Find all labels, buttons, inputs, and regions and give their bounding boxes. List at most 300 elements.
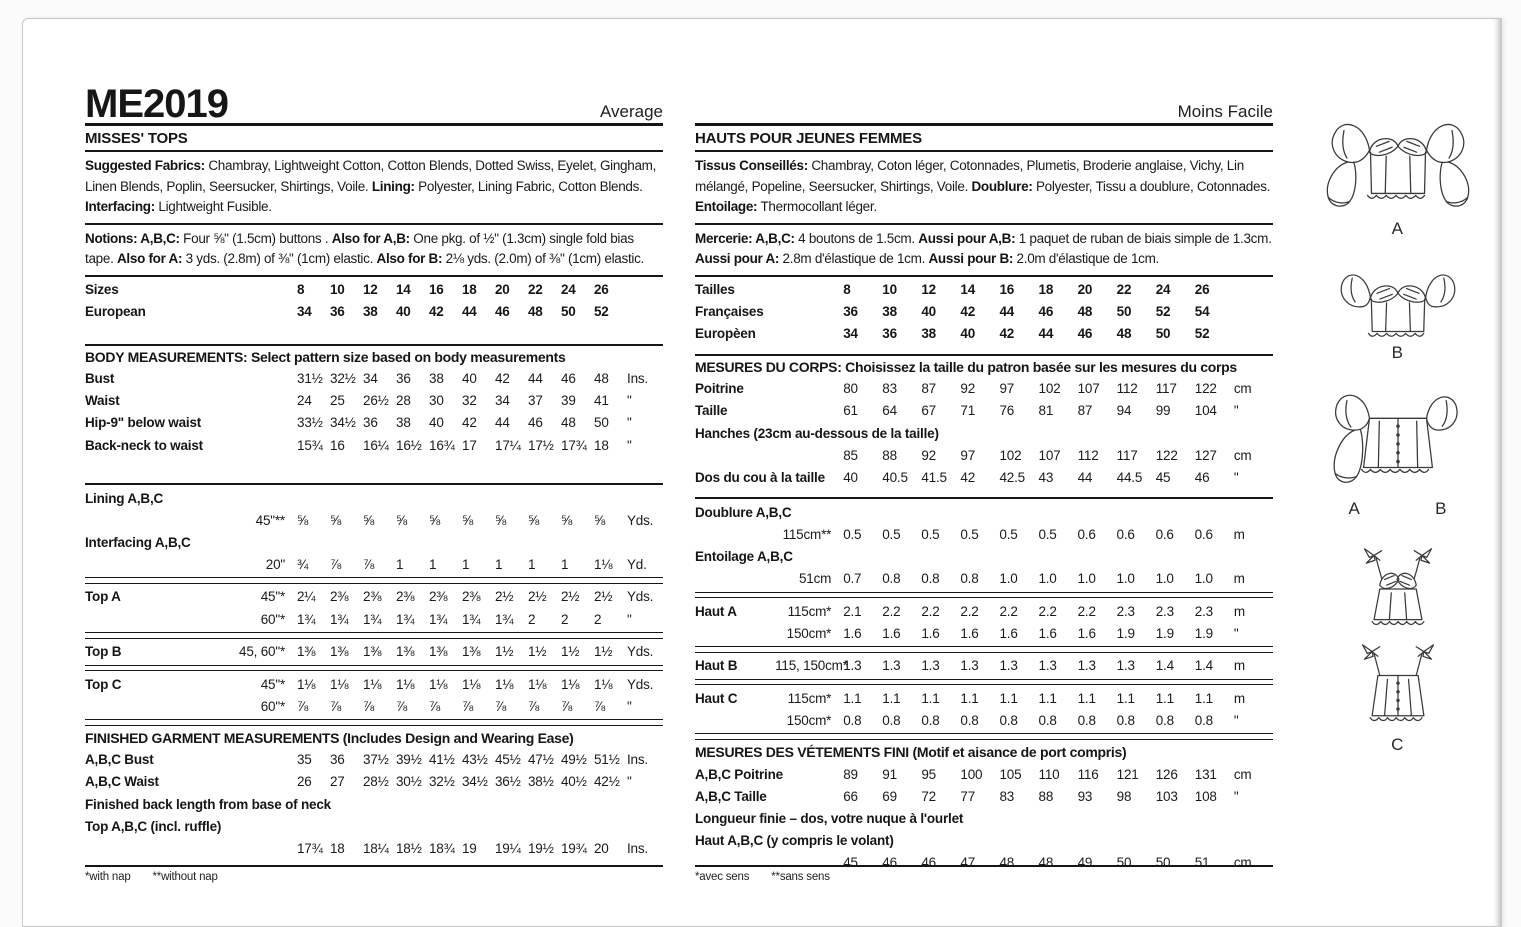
value-cell: 48 (999, 854, 1015, 870)
figure-top-c-front (1345, 543, 1451, 635)
value-cell: ⅞ (462, 698, 474, 714)
notions-paragraph-fr: Mercerie: A,B,C: 4 boutons de 1.5cm. Aussi pour A,B: 1 paquet de ruban de biais simple de 1.3cm. Aussi pour A: 2.8m d'élastique de 1cm. Aussi pour B: 2.0m d'élastique de 1cm. (695, 225, 1273, 277)
value-cell: ⅞ (363, 556, 375, 572)
fabric-width-cell: 150cm* (786, 625, 832, 641)
value-cell: ⅝ (528, 512, 540, 528)
value-cell: 1.3 (882, 658, 901, 674)
row-label: Haut B (695, 658, 738, 674)
value-cell: 38½ (528, 774, 554, 790)
value-cell: 2⅜ (330, 589, 349, 605)
value-cell: 42 (960, 469, 976, 485)
value-cell: 64 (882, 403, 897, 419)
table-row (85, 510, 663, 532)
value-cell: 2½ (561, 589, 580, 605)
value-cell: 0.8 (960, 571, 979, 587)
value-cell: 92 (960, 381, 976, 397)
value-cell: 1⅛ (594, 556, 613, 572)
fabric-width-cell: 51cm (798, 571, 832, 587)
value-cell: 0.5 (1038, 526, 1057, 542)
value-cell: 1⅛ (429, 676, 448, 692)
value-cell: 1.0 (1077, 571, 1096, 587)
row-label (85, 510, 231, 532)
table-row (695, 423, 1273, 445)
value-cell: 131 (1194, 766, 1217, 782)
row-label (695, 710, 775, 732)
value-cell: 100 (960, 766, 983, 782)
table-row (695, 524, 1273, 546)
value-cell: 48 (1077, 304, 1093, 320)
table-row (695, 379, 1273, 401)
value-cell: 1½ (561, 644, 580, 660)
value-cell: ⅝ (462, 512, 474, 528)
value-cell: 36 (330, 304, 345, 320)
value-cell: 1⅜ (330, 644, 349, 660)
value-cell: 30½ (396, 774, 422, 790)
value-cell: 34½ (330, 415, 356, 431)
value-cell: 112 (1077, 447, 1099, 463)
value-cell: ⅞ (396, 698, 408, 714)
value-cell: 1⅜ (363, 644, 382, 660)
value-cell: 71 (960, 403, 976, 419)
tops-ab-back-sketch (1323, 379, 1473, 495)
row-label (85, 554, 231, 576)
value-cell: 42 (960, 304, 976, 320)
value-cell: 42 (495, 371, 510, 387)
haut-b-yardage-table-fr (695, 656, 1273, 678)
value-cell: 1.9 (1194, 625, 1213, 641)
value-cell: 1 (528, 556, 536, 572)
value-cell: 19¼ (495, 840, 521, 856)
fabric-width-cell: 60"* (260, 698, 285, 714)
value-cell: 39 (561, 393, 576, 409)
value-cell: 24 (561, 282, 576, 298)
top-b-front-sketch (1335, 259, 1461, 341)
value-cell: 36½ (495, 774, 521, 790)
value-cell: 2.2 (882, 603, 901, 619)
value-cell: 18 (594, 437, 609, 453)
value-cell: ⅞ (429, 698, 441, 714)
value-cell: 97 (999, 381, 1015, 397)
value-cell: 28 (396, 393, 411, 409)
haut-a-yardage-table-fr (695, 601, 1273, 645)
value-cell: 2.3 (1194, 603, 1213, 619)
value-cell: 31½ (297, 371, 323, 387)
value-cell: 0.8 (1194, 712, 1213, 728)
value-cell: 2.2 (960, 603, 979, 619)
value-cell: 41.5 (921, 469, 947, 485)
figure-top-b-front (1335, 259, 1461, 363)
row-label: Waist (85, 393, 120, 409)
unit-cell: " (627, 774, 632, 790)
table-row (695, 710, 1273, 732)
fabrics-paragraph-en: Suggested Fabrics: Chambray, Lightweight Cotton, Cotton Blends, Dotted Swiss, Eyelet, Gingham, Linen Blends, Poplin, Seersucker, Shirtings, Voile. Lining: Polyester, Lining Fabric, Cotton Blends. Interfacing: Lightweight Fusible. (85, 152, 663, 225)
figure-top-a-front (1314, 107, 1482, 239)
value-cell: 40 (960, 326, 976, 342)
row-label: Interfacing A,B,C (85, 534, 191, 550)
divider (85, 719, 663, 726)
value-cell: 50 (1155, 854, 1171, 870)
value-cell: 19½ (528, 840, 554, 856)
unit-cell (1234, 280, 1273, 302)
value-cell: 20 (1077, 282, 1093, 298)
value-cell: 0.5 (882, 526, 901, 542)
value-cell: 92 (921, 447, 936, 463)
value-cell: 50 (594, 415, 609, 431)
unit-cell: Ins. (627, 752, 648, 768)
value-cell: 34 (495, 393, 510, 409)
figure-labels-ab (1323, 499, 1473, 519)
value-cell: 28½ (363, 774, 389, 790)
value-cell: 0.5 (999, 526, 1018, 542)
value-cell: 32 (462, 393, 477, 409)
table-row (85, 772, 663, 794)
value-cell: 1⅛ (528, 676, 547, 692)
value-cell: 1 (561, 556, 569, 572)
value-cell: ⅝ (561, 512, 573, 528)
value-cell: 102 (999, 447, 1022, 463)
value-cell: 34 (363, 371, 378, 387)
row-label: Taille (695, 403, 728, 419)
table-row (85, 532, 663, 554)
value-cell: 47½ (528, 752, 554, 768)
value-cell: 2⅜ (363, 589, 382, 605)
value-cell: 48 (528, 304, 543, 320)
value-cell: 33½ (297, 415, 323, 431)
unit-cell: cm (1233, 381, 1252, 397)
value-cell: 0.5 (921, 526, 940, 542)
value-cell: 34½ (462, 774, 488, 790)
value-cell: 66 (843, 788, 858, 804)
value-cell: 46 (561, 371, 576, 387)
divider (85, 665, 663, 672)
value-cell: 2 (528, 611, 536, 627)
footnote-en (85, 867, 663, 883)
value-cell: 1 (429, 556, 437, 572)
value-cell: 0.8 (1077, 712, 1096, 728)
figure-label-b: B (1391, 343, 1404, 362)
value-cell: 37½ (363, 752, 389, 768)
unit-cell: cm (1233, 447, 1252, 463)
value-cell: 76 (999, 403, 1015, 419)
unit-cell: Ins. (627, 371, 648, 387)
unit-cell: " (627, 611, 632, 627)
fabrics-paragraph-fr: Tissus Conseillés: Chambray, Coton léger, Cotonnades, Plumetis, Broderie anglaise, Vichy, Lin mélangé, Popeline, Seersucker, Shirtings, Voile. Doublure: Polyester, Tissu a doublure, Cotonnades. Entoilage: Thermocollant léger. (695, 152, 1273, 225)
value-cell: 38 (882, 304, 897, 320)
footnote-fr (695, 867, 1273, 883)
row-label: Top C (85, 676, 122, 692)
value-cell: 117 (1116, 447, 1138, 463)
row-label: Top A (85, 589, 121, 605)
value-cell: 1⅜ (297, 644, 316, 660)
value-cell: 1¾ (363, 611, 382, 627)
value-cell: 8 (297, 282, 305, 298)
value-cell: 16 (999, 282, 1015, 298)
fabric-width-cell: 45, 60"* (239, 644, 285, 660)
row-label: Poitrine (695, 381, 744, 397)
unit-cell: m (1233, 603, 1245, 619)
table-row (85, 642, 663, 664)
value-cell: 1⅛ (396, 676, 415, 692)
table-row (85, 391, 663, 413)
value-cell: 1.1 (843, 690, 862, 706)
value-cell: 46 (921, 854, 936, 870)
divider (85, 632, 663, 639)
unit-cell: Yds. (627, 512, 654, 528)
table-row (85, 413, 663, 435)
value-cell: 93 (1077, 788, 1093, 804)
value-cell: 1.1 (1077, 690, 1096, 706)
body-measurements-caption-en: BODY MEASUREMENTS: Select pattern size based on body measurements (85, 348, 566, 365)
table-row (695, 623, 1273, 645)
divider (695, 733, 1273, 740)
pattern-envelope-back (22, 18, 1502, 927)
value-cell: 72 (921, 788, 936, 804)
row-label: Finished back length from base of neck (85, 796, 331, 812)
title-fr: HAUTS POUR JEUNES FEMMES (695, 126, 1273, 152)
notions-paragraph-en: Notions: A,B,C: Four ⅝" (1.5cm) buttons . Also for A,B: One pkg. of ½" (1.3cm) single fold bias tape. Also for A: 3 yds. (2.8m) of ⅜" (1cm) elastic. Also for B: 2⅛ yds. (2.0m) of ⅜" (1cm) elastic. (85, 225, 663, 277)
value-cell: 2.2 (1038, 603, 1057, 619)
value-cell: 40 (429, 415, 444, 431)
value-cell: 40 (921, 304, 936, 320)
row-label: Top B (85, 644, 122, 660)
french-column (695, 77, 1273, 883)
fabric-width-cell: 115, 150cm* (775, 658, 848, 674)
fabric-width-cell: 60"* (260, 611, 285, 627)
row-label: Back-neck to waist (85, 437, 203, 453)
value-cell: 44 (462, 304, 477, 320)
difficulty-label-fr: Moins Facile (1177, 102, 1273, 121)
table-row (695, 830, 1273, 852)
value-cell: 105 (999, 766, 1022, 782)
finished-measurements-table-fr (695, 764, 1273, 874)
fabric-width-cell: 115cm** (782, 526, 832, 542)
footnote-sans-sens: **sans sens (771, 871, 830, 883)
value-cell: 26 (297, 774, 312, 790)
value-cell: 81 (1038, 403, 1054, 419)
table-row (695, 601, 1273, 623)
table-row (695, 786, 1273, 808)
value-cell: 0.8 (999, 712, 1018, 728)
value-cell: 110 (1038, 766, 1060, 782)
value-cell: 36 (843, 304, 858, 320)
value-cell: 102 (1038, 381, 1061, 397)
unit-cell: m (1233, 658, 1245, 674)
value-cell: 1⅛ (495, 676, 514, 692)
table-row (695, 467, 1273, 489)
value-cell: 1¾ (330, 611, 349, 627)
value-cell: 1.1 (1116, 690, 1135, 706)
value-cell: 17¾ (561, 437, 587, 453)
footnote-without-nap: **without nap (152, 871, 218, 883)
value-cell: 0.8 (882, 712, 901, 728)
value-cell: 1¾ (297, 611, 316, 627)
value-cell: ⅝ (330, 512, 342, 528)
value-cell: 46 (1038, 304, 1054, 320)
value-cell: 43 (1038, 469, 1054, 485)
value-cell: ⅞ (561, 698, 573, 714)
unit-cell: Yds. (627, 644, 654, 660)
value-cell: 12 (921, 282, 936, 298)
value-cell: 39½ (396, 752, 422, 768)
row-label: Hanches (23cm au-dessous de la taille) (695, 425, 939, 441)
value-cell: 41½ (429, 752, 455, 768)
garment-illustrations (1305, 107, 1490, 755)
value-cell: 16 (429, 282, 444, 298)
value-cell: 0.8 (921, 571, 940, 587)
value-cell: 20 (495, 282, 510, 298)
masthead-en (85, 77, 663, 126)
value-cell: ⅞ (594, 698, 606, 714)
value-cell: 1¾ (495, 611, 514, 627)
unit-cell (1234, 324, 1273, 346)
value-cell: 32½ (330, 371, 356, 387)
value-cell: 1⅜ (429, 644, 448, 660)
row-label: A,B,C Poitrine (695, 766, 783, 782)
value-cell: 0.5 (960, 526, 979, 542)
value-cell: 18 (330, 840, 345, 856)
value-cell: 49 (1077, 854, 1093, 870)
unit-cell: m (1233, 690, 1245, 706)
value-cell: 42.5 (999, 469, 1025, 485)
value-cell: ⅝ (396, 512, 408, 528)
fabric-width-cell: 45"** (255, 512, 285, 528)
value-cell: 1 (495, 556, 503, 572)
value-cell: 26 (1194, 282, 1210, 298)
row-label: Haut A,B,C (y compris le volant) (695, 832, 894, 848)
value-cell: 49½ (561, 752, 587, 768)
value-cell: 99 (1155, 403, 1171, 419)
unit-cell: cm (1233, 766, 1252, 782)
value-cell: 44 (999, 304, 1015, 320)
value-cell: 112 (1116, 381, 1138, 397)
value-cell: ¾ (297, 556, 309, 572)
value-cell: 1.3 (1077, 658, 1096, 674)
fabric-width-cell: 20" (265, 556, 285, 572)
value-cell: 1½ (528, 644, 547, 660)
value-cell: 44.5 (1116, 469, 1143, 485)
top-a-front-sketch (1314, 107, 1482, 217)
value-cell: ⅞ (297, 698, 309, 714)
figure-tops-ab-back (1323, 379, 1473, 519)
value-cell: ⅝ (594, 512, 606, 528)
divider (695, 592, 1273, 599)
unit-cell: " (627, 415, 632, 431)
table-row (695, 688, 1273, 710)
masthead-fr (695, 77, 1273, 126)
value-cell: 44 (528, 371, 543, 387)
value-cell: 2.3 (1116, 603, 1135, 619)
value-cell: 32½ (429, 774, 455, 790)
value-cell: 2½ (594, 589, 613, 605)
value-cell: 0.8 (1038, 712, 1057, 728)
value-cell: 36 (882, 326, 897, 342)
value-cell: 2.3 (1155, 603, 1174, 619)
finished-measurements-table-en (85, 750, 663, 860)
value-cell: 42 (462, 415, 477, 431)
value-cell: 15¾ (297, 437, 323, 453)
value-cell: 38 (363, 304, 378, 320)
unit-cell: " (1233, 469, 1239, 485)
value-cell: 121 (1116, 766, 1139, 782)
value-cell: 42 (999, 326, 1015, 342)
top-a-yardage-table-en (85, 587, 663, 631)
value-cell: 122 (1194, 381, 1217, 397)
finished-measurements-caption-en: FINISHED GARMENT MEASUREMENTS (Includes Design and Wearing Ease) (85, 729, 574, 746)
value-cell: 44 (1038, 326, 1054, 342)
value-cell: 36 (396, 371, 411, 387)
value-cell: 1.1 (1155, 690, 1174, 706)
value-cell: 97 (960, 447, 976, 463)
table-row (85, 838, 663, 860)
value-cell: 1⅜ (396, 644, 415, 660)
table-row (85, 674, 663, 696)
value-cell: 1.0 (1116, 571, 1135, 587)
table-row (85, 488, 663, 510)
value-cell: 77 (960, 788, 976, 804)
footer-fr (695, 865, 1273, 883)
value-cell: 122 (1155, 447, 1178, 463)
value-cell: 1⅜ (462, 644, 481, 660)
value-cell: 27 (330, 774, 345, 790)
value-cell: 107 (1077, 381, 1100, 397)
row-label: Haut C (695, 690, 738, 706)
value-cell: 94 (1116, 403, 1132, 419)
value-cell: 1.1 (1038, 690, 1057, 706)
table-row (695, 324, 1273, 346)
value-cell: 17½ (528, 437, 554, 453)
value-cell: 1.1 (999, 690, 1018, 706)
unit-cell: m (1233, 571, 1245, 587)
row-label: Entoilage A,B,C (695, 548, 793, 564)
footnote-avec-sens: *avec sens (695, 871, 750, 883)
value-cell: 69 (882, 788, 897, 804)
table-row (695, 546, 1273, 568)
value-cell: 17¾ (297, 840, 323, 856)
value-cell: 0.8 (843, 712, 862, 728)
value-cell: 40 (843, 469, 858, 485)
body-measurements-table-fr (695, 379, 1273, 489)
value-cell: 2.1 (843, 603, 862, 619)
fabric-width-cell: 45"* (260, 589, 285, 605)
value-cell: 1.3 (960, 658, 979, 674)
row-label: A,B,C Taille (695, 788, 767, 804)
value-cell: 10 (330, 282, 345, 298)
body-measurements-table-en (85, 369, 663, 457)
value-cell: 40 (462, 371, 477, 387)
value-cell: 98 (1116, 788, 1132, 804)
value-cell: 48 (1116, 326, 1132, 342)
value-cell: 45 (843, 854, 858, 870)
value-cell: 2 (594, 611, 602, 627)
value-cell: 2⅜ (396, 589, 415, 605)
value-cell: 18½ (396, 840, 422, 856)
value-cell: 61 (843, 403, 858, 419)
value-cell: 80 (843, 381, 858, 397)
value-cell: 40 (396, 304, 411, 320)
value-cell: 1.6 (843, 625, 862, 641)
value-cell: 36 (363, 415, 378, 431)
table-row (85, 435, 663, 457)
value-cell: 48 (561, 415, 576, 431)
value-cell: 1.3 (843, 658, 862, 674)
title-en: MISSES' TOPS (85, 126, 663, 152)
row-label: Bust (85, 371, 115, 387)
value-cell: 10 (882, 282, 897, 298)
value-cell: 44 (1077, 469, 1093, 485)
row-label (695, 445, 843, 467)
value-cell: 1.3 (1116, 658, 1135, 674)
value-cell: 1½ (594, 644, 613, 660)
